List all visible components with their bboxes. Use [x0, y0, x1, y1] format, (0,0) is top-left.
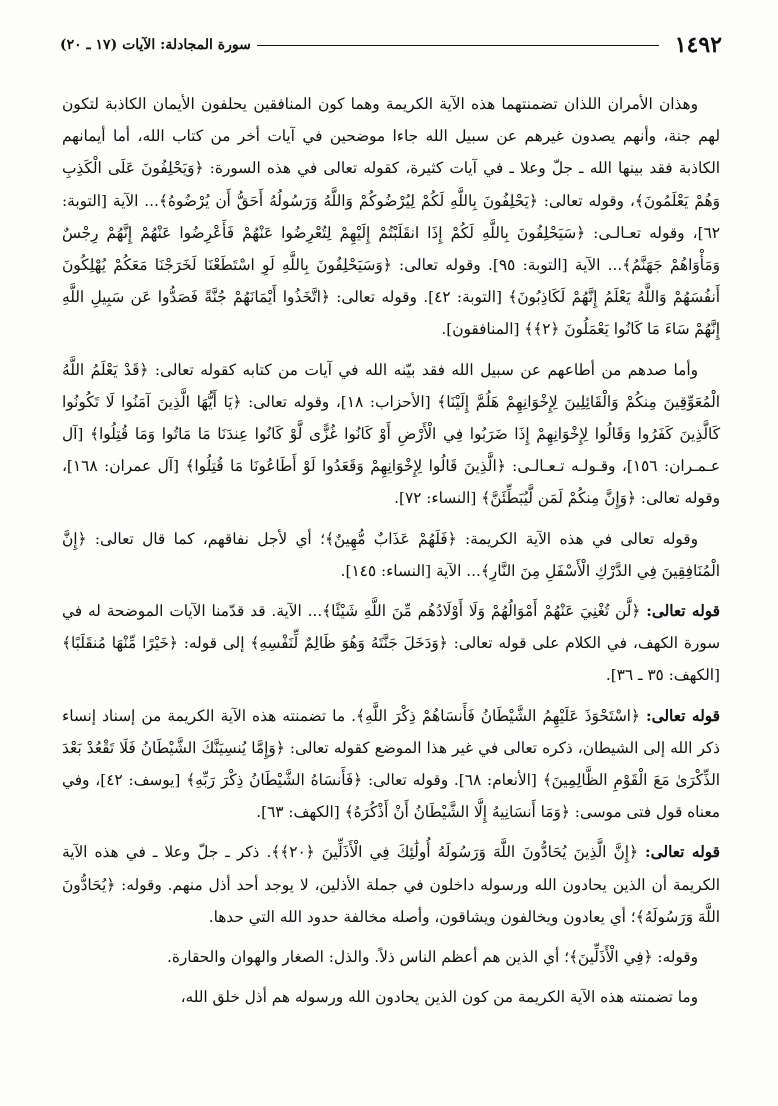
paragraph-lead: قوله تعالى:	[645, 706, 720, 725]
paragraph-text: ﴿اسْتَحْوَذَ عَلَيْهِمُ الشَّيْطَانُ فَأَنسَاهُمْ ذِكْرَ اللَّهِ﴾. ما تضمنته هذه الآية الكريمة من إسناد إنساء ذكر الله إلى الشيطان، ذكره تعالى في غير هذا الموضع كقوله تعالى: ﴿وَإِمَّا يُنسِيَنَّكَ الشَّيْطَانُ فَلَا تَقْعُدْ بَعْدَ الذِّكْرَىٰ مَعَ الْقَوْمِ الظَّالِمِينَ﴾ [الأنعام: ٦٨]. وقوله تعالى: ﴿فَأَنسَاهُ الشَّيْطَانُ ذِكْرَ رَبِّهِ﴾ [يوسف: ٤٢]، وفي معناه قول فتى موسى: ﴿وَمَا أَنسَانِيهُ إِلَّا الشَّيْطَانُ أَنْ أَذْكُرَهُ﴾ [الكهف: ٦٣].	[62, 706, 720, 822]
paragraph-1	[62, 88, 720, 346]
paragraph-text: ﴿لَّن تُغْنِيَ عَنْهُمْ أَمْوَالُهُمْ وَلَا أَوْلَادُهُم مِّنَ اللَّهِ شَيْئًا﴾... الآية. قد قدّمنا الآيات الموضحة له في سورة الكهف، في الكلام على قوله تعالى: ﴿وَدَخَلَ جَنَّتَهُ وَهُوَ ظَالِمٌ لِّنَفْسِهِ﴾ إلى قوله: ﴿خَيْرًا مِّنْهَا مُنقَلَبًا﴾ [الكهف: ٣٥ ـ ٣٦].	[62, 602, 720, 685]
paragraph-text: وقوله تعالى في هذه الآية الكريمة: ﴿فَلَهُمْ عَذَابٌ مُّهِينٌ﴾؛ أي لأجل نفاقهم، كما قال تعالى: ﴿إِنَّ الْمُنَافِقِينَ فِي الدَّرْكِ الْأَسْفَلِ مِنَ النَّارِ﴾... الآية [النساء: ١٤٥].	[62, 529, 720, 580]
page-number: ١٤٩٢	[674, 32, 722, 58]
paragraph-2	[62, 354, 720, 515]
paragraph-text: وقوله: ﴿فِي الْأَذَلِّينَ﴾؛ أي الذين هم أعظم الناس ذلاً. والذل: الصغار والهوان والحقارة.	[167, 948, 698, 967]
paragraph-5	[62, 700, 720, 829]
page-header	[60, 30, 722, 60]
paragraph-lead: قوله تعالى:	[646, 602, 720, 621]
paragraph-4	[62, 595, 720, 692]
body-text	[62, 88, 720, 1021]
paragraph-text: وما تضمنته هذه الآية الكريمة من كون الذين يحادون الله ورسوله هم أذل خلق الله،	[180, 988, 698, 1007]
paragraph-3	[62, 523, 720, 587]
paragraph-text: وهذان الأمران اللذان تضمنتهما هذه الآية الكريمة وهما كون المنافقين يحلفون الأيمان الكاذبة لتكون لهم جنة، وأنهم يصدون غيرهم عن سبيل الله جاءا موضحين في آيات أخر من كتاب الله، أما أيمانهم الكاذبة فقد بينها الله ـ جلّ وعلا ـ في آيات كثيرة، كقوله تعالى في هذه السورة: ﴿وَيَحْلِفُونَ عَلَى الْكَذِبِ وَهُمْ يَعْلَمُونَ﴾، وقوله تعالى: ﴿يَحْلِفُونَ بِاللَّهِ لَكُمْ لِيُرْضُوكُمْ وَاللَّهُ وَرَسُولُهُ أَحَقُّ أَن يُرْضُوهُ﴾... الآية [التوبة: ٦٢]، وقوله تعـالـى: ﴿سَيَحْلِفُونَ بِاللَّهِ لَكُمْ إِذَا انقَلَبْتُمْ إِلَيْهِمْ لِتُعْرِضُوا عَنْهُمْ فَأَعْرِضُوا عَنْهُمْ إِنَّهُمْ رِجْسٌ وَمَأْوَاهُمْ جَهَنَّمُ﴾... الآية [التوبة: ٩٥]. وقوله تعالى: ﴿وَسَيَحْلِفُونَ بِاللَّهِ لَوِ اسْتَطَعْنَا لَخَرَجْنَا مَعَكُمْ يُهْلِكُونَ أَنفُسَهُمْ وَاللَّهُ يَعْلَمُ إِنَّهُمْ لَكَاذِبُونَ﴾ [التوبة: ٤٢]. وقوله تعالى: ﴿اتَّخَذُوا أَيْمَانَهُمْ جُنَّةً فَصَدُّوا عَن سَبِيلِ اللَّهِ إِنَّهُمْ سَاءَ مَا كَانُوا يَعْمَلُونَ ﴿٢﴾﴾ [المنافقون].	[62, 95, 720, 339]
paragraph-7	[62, 941, 720, 973]
paragraph-text: وأما صدهم من أطاعهم عن سبيل الله فقد بيّنه الله في آيات من كتابه كقوله تعالى: ﴿قَدْ يَعْلَمُ اللَّهُ الْمُعَوِّقِينَ مِنكُمْ وَالْقَائِلِينَ لِإِخْوَانِهِمْ هَلُمَّ إِلَيْنَا﴾ [الأحزاب: ١٨]، وقوله تعالى: ﴿يَا أَيُّهَا الَّذِينَ آمَنُوا لَا تَكُونُوا كَالَّذِينَ كَفَرُوا وَقَالُوا لِإِخْوَانِهِمْ إِذَا ضَرَبُوا فِي الْأَرْضِ أَوْ كَانُوا غُزًّى لَّوْ كَانُوا عِندَنَا مَا مَاتُوا وَمَا قُتِلُوا﴾ [آل عـمـران: ١٥٦]، وقـولـه تـعـالـى: ﴿الَّذِينَ قَالُوا لِإِخْوَانِهِمْ وَقَعَدُوا لَوْ أَطَاعُونَا مَا قُتِلُوا﴾ [آل عمران: ١٦٨]، وقوله تعالى: ﴿وَإِنَّ مِنكُمْ لَمَن لَّيُبَطِّئَنَّ﴾ [النساء: ٧٢].	[62, 360, 720, 508]
paragraph-8	[62, 981, 720, 1013]
paragraph-text: ﴿إِنَّ الَّذِينَ يُحَادُّونَ اللَّهَ وَرَسُولَهُ أُولَٰئِكَ فِي الْأَذَلِّينَ ﴿٢٠﴾﴾. ذكر ـ جلّ وعلا ـ في هذه الآية الكريمة أن الذين يحادون الله ورسوله داخلون في جملة الأذلين، لا يوجد أحد أذل منهم. وقوله: ﴿يُحَادُّونَ اللَّهَ وَرَسُولَهُ﴾؛ أي يعادون ويخالفون ويشاقون، وأصله مخالفة حدود الله التي حدها.	[62, 843, 720, 926]
paragraph-lead: قوله تعالى:	[645, 843, 720, 862]
paragraph-6	[62, 836, 720, 933]
header-rule	[257, 45, 659, 46]
running-title: سورة المجادلة: الآيات (١٧ ـ ٢٠)	[60, 37, 251, 53]
